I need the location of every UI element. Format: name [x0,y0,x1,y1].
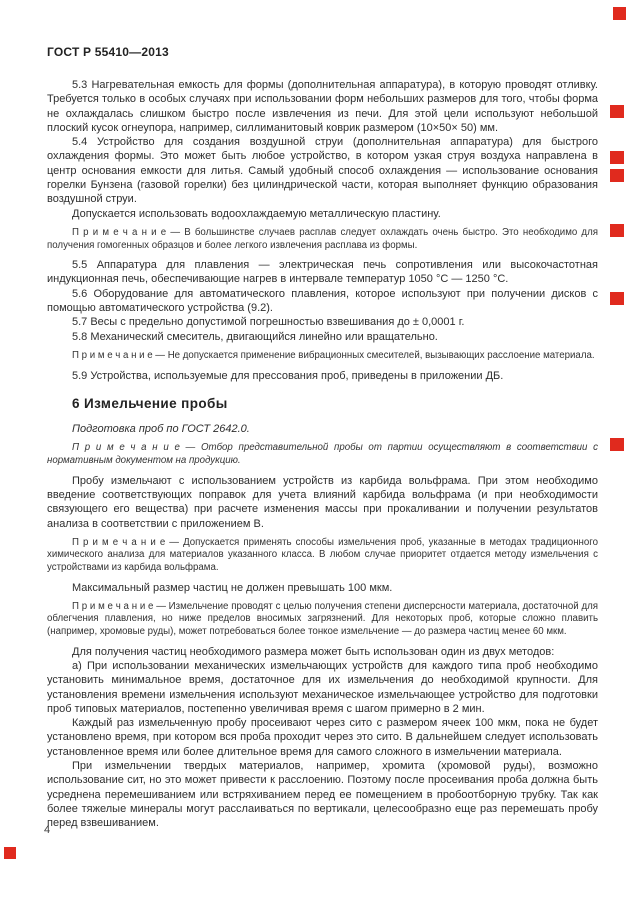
change-marker-icon [613,7,626,20]
paragraph-5-7: 5.7 Весы с предельно допустимой погрешностью взвешивания до ± 0,0001 г. [72,316,465,329]
paragraph-5-3: 5.3 Нагревательная емкость для формы (дополнительная аппаратура), в которую проводят отливку. Требуется только в особых случаях при использовании форм небольших размеров для того, чтобы форма не охлаждалась слишком быстро после извлечения из печи. Для этой цели используют небольшой плоский кусок огнеупора, например, силлиманитовый коврик размером (10×50× 50) мм. [47,79,598,134]
change-marker-icon [610,105,624,118]
document-body [47,78,598,831]
note-grinding-methods: П р и м е ч а н и е — Допускается применять способы измельчения проб, указанные в методах традиционного химического анализа для материалов указанного класса. В любом случае приоритет отдается методу измельчения с устройствами из карбида вольфрама. [47,536,598,573]
document-header: ГОСТ Р 55410—2013 [47,45,169,59]
change-marker-icon [610,169,624,182]
page-number: 4 [44,824,51,836]
note-cooling: П р и м е ч а н и е — В большинстве случаев расплав следует охлаждать очень быстро. Это необходимо для получения гомогенных образцов и более легкого извлечения расплава из формы. [47,226,598,251]
paragraph-grinding: Пробу измельчают с использованием устройств из карбида вольфрама. При этом необходимо введение соответствующих поправок для учета влияний карбида вольфрама (и при необходимости связующего его вещества) при расчете изменения массы при прокаливании и получении результатов анализа в соответствии с приложением В. [47,474,598,530]
paragraph-max-size: Максимальный размер частиц не должен превышать 100 мкм. [72,581,393,594]
note-sampling: П р и м е ч а н и е — Отбор представительной пробы от партии осуществляют в соответствии с нормативным документом на продукцию. [47,442,598,467]
paragraph-preparation: Подготовка проб по ГОСТ 2642.0. [72,423,250,436]
paragraph-hard-materials: При измельчении твердых материалов, например, хромита (хромовой руды), возможно использование сит, но это может привести к расслоению. Поэтому после просеивания проба должна быть усреднена перемешиванием или встряхиванием перед ее помещением в пробоотборную трубку. Так как более тяжелые минералы могут расслаиваться по вертикали, целесообразно еще раз перемешать пробу перед взвешиванием. [47,760,598,830]
paragraph-5-9: 5.9 Устройства, используемые для прессования проб, приведены в приложении ДБ. [72,369,504,382]
paragraph-5-8: 5.8 Механический смеситель, двигающийся линейно или вращательно. [72,330,438,343]
section-6-heading: 6 Измельчение пробы [72,395,228,411]
change-marker-icon [610,292,624,305]
paragraph-5-6: 5.6 Оборудование для автоматического плавления, которое используют при получении дисков с помощью автоматического устройства (9.2). [47,287,598,315]
paragraph-sieving: Каждый раз измельченную пробу просеивают через сито с размером ячеек 100 мкм, пока не будет установлено время, при котором вся проба проходит через это сито. В дальнейшем следует использовать установленное время или более длительное время для самого сложного в измельчении материала. [47,717,598,758]
change-marker-icon [4,847,16,859]
paragraph-plate: Допускается использовать водоохлаждаемую металлическую пластину. [72,207,441,220]
note-mixers: П р и м е ч а н и е — Не допускается применение вибрационных смесителей, вызывающих расслоение материала. [72,349,595,361]
paragraph-method-a: а) При использовании механических измельчающих устройств для каждого типа проб необходимо установить минимальное время, достаточное для их измельчения до необходимой крупности. Для установления времени измельчения используют механическое измельчающее устройство для подготовки проб типовых материалов, постепенно увеличивая время с шагом примерно в 2 мин. [47,659,598,715]
paragraph-two-methods: Для получения частиц необходимого размера может быть использован один из двух методов: [72,645,555,658]
change-marker-icon [610,438,624,451]
paragraph-5-4: 5.4 Устройство для создания воздушной струи (дополнительная аппаратура) для быстрого охлаждения формы. Это может быть любое устройство, в котором узкая струя воздуха направлена в центр основания емкости для литья. Самый удобный способ охлаждения — использование основания горелки Бунзена (газовой горелки) без цилиндрической части, которая выполняет функцию образования воздушной струи. [47,136,598,206]
change-marker-icon [610,224,624,237]
change-marker-icon [610,151,624,164]
note-dispersity: П р и м е ч а н и е — Измельчение проводят с целью получения степени дисперсности материала, достаточной для облегчения плавления, но ниже пределов вносимых загрязнений. Для некоторых проб, которые сложно плавить (например, хромовые руды), может потребоваться более тонкое измельчение — до размера частиц менее 60 мкм. [47,600,598,638]
paragraph-5-5: 5.5 Аппаратура для плавления — электрическая печь сопротивления или высокочастотная индукционная печь, обеспечивающие нагрев в интервале температур 1050 °С — 1250 °С. [47,259,598,286]
